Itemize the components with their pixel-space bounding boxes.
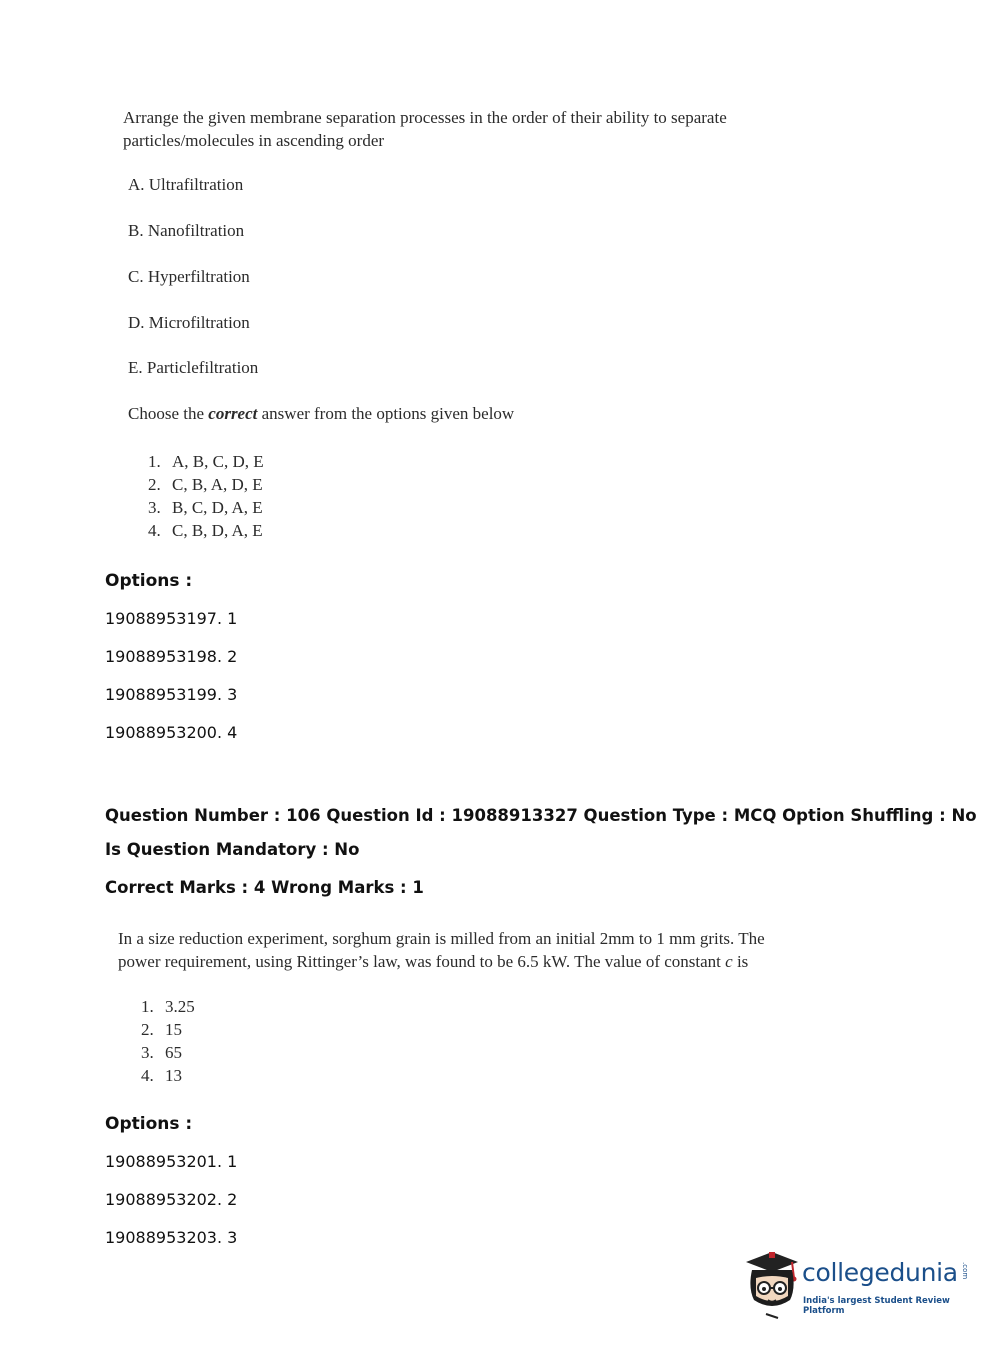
list-item: 1. A, B, C, D, E — [148, 452, 264, 471]
list-item: 1. 3.25 — [141, 997, 195, 1016]
option-item: 19088953200. 4 — [105, 723, 238, 742]
option-item: 19088953201. 1 — [105, 1152, 238, 1171]
question-meta: Question Number : 106 Question Id : 19088913327 Question Type : MCQ Option Shuffling : No — [105, 806, 977, 825]
question-text: Arrange the given membrane separation processes in the order of their ability to separate particles/molecules in ascending order — [123, 108, 727, 150]
mascot-graduate-icon — [742, 1248, 802, 1320]
collegedunia-logo — [742, 1248, 972, 1320]
option-item: 19088953202. 2 — [105, 1190, 238, 1209]
list-item: E. Particlefiltration — [128, 358, 259, 377]
logo-wordmark: collegedunia — [802, 1258, 958, 1287]
list-item: 2. 15 — [141, 1020, 182, 1039]
list-item: D. Microfiltration — [128, 313, 250, 332]
list-item: A. Ultrafiltration — [128, 175, 244, 194]
option-item: 19088953203. 3 — [105, 1228, 238, 1247]
options-heading: Options : — [105, 571, 193, 591]
list-item: C. Hyperfiltration — [128, 267, 250, 286]
answer-list — [141, 995, 195, 1087]
options-heading: Options : — [105, 1114, 193, 1134]
list-item: 4. 13 — [141, 1066, 182, 1085]
question-mandatory: Is Question Mandatory : No — [105, 840, 360, 859]
list-item: 2. C, B, A, D, E — [148, 475, 263, 494]
option-item: 19088953198. 2 — [105, 647, 238, 666]
instruction-text: Choose the correct answer from the options given below — [128, 404, 515, 423]
question-text: In a size reduction experiment, sorghum grain is milled from an initial 2mm to 1 mm grits. The power requirement, using Rittinger’s law, was found to be 6.5 kW. The value of constant c is — [118, 929, 765, 971]
logo-domain: .com — [961, 1262, 969, 1280]
option-item: 19088953197. 1 — [105, 609, 238, 628]
list-item: 3. 65 — [141, 1043, 182, 1062]
list-item: 4. C, B, D, A, E — [148, 521, 263, 540]
list-item: B. Nanofiltration — [128, 221, 245, 240]
answer-list — [148, 450, 264, 542]
option-item: 19088953199. 3 — [105, 685, 238, 704]
question-marks: Correct Marks : 4 Wrong Marks : 1 — [105, 878, 424, 897]
logo-tagline: India's largest Student Review Platform — [803, 1296, 950, 1316]
list-item: 3. B, C, D, A, E — [148, 498, 263, 517]
